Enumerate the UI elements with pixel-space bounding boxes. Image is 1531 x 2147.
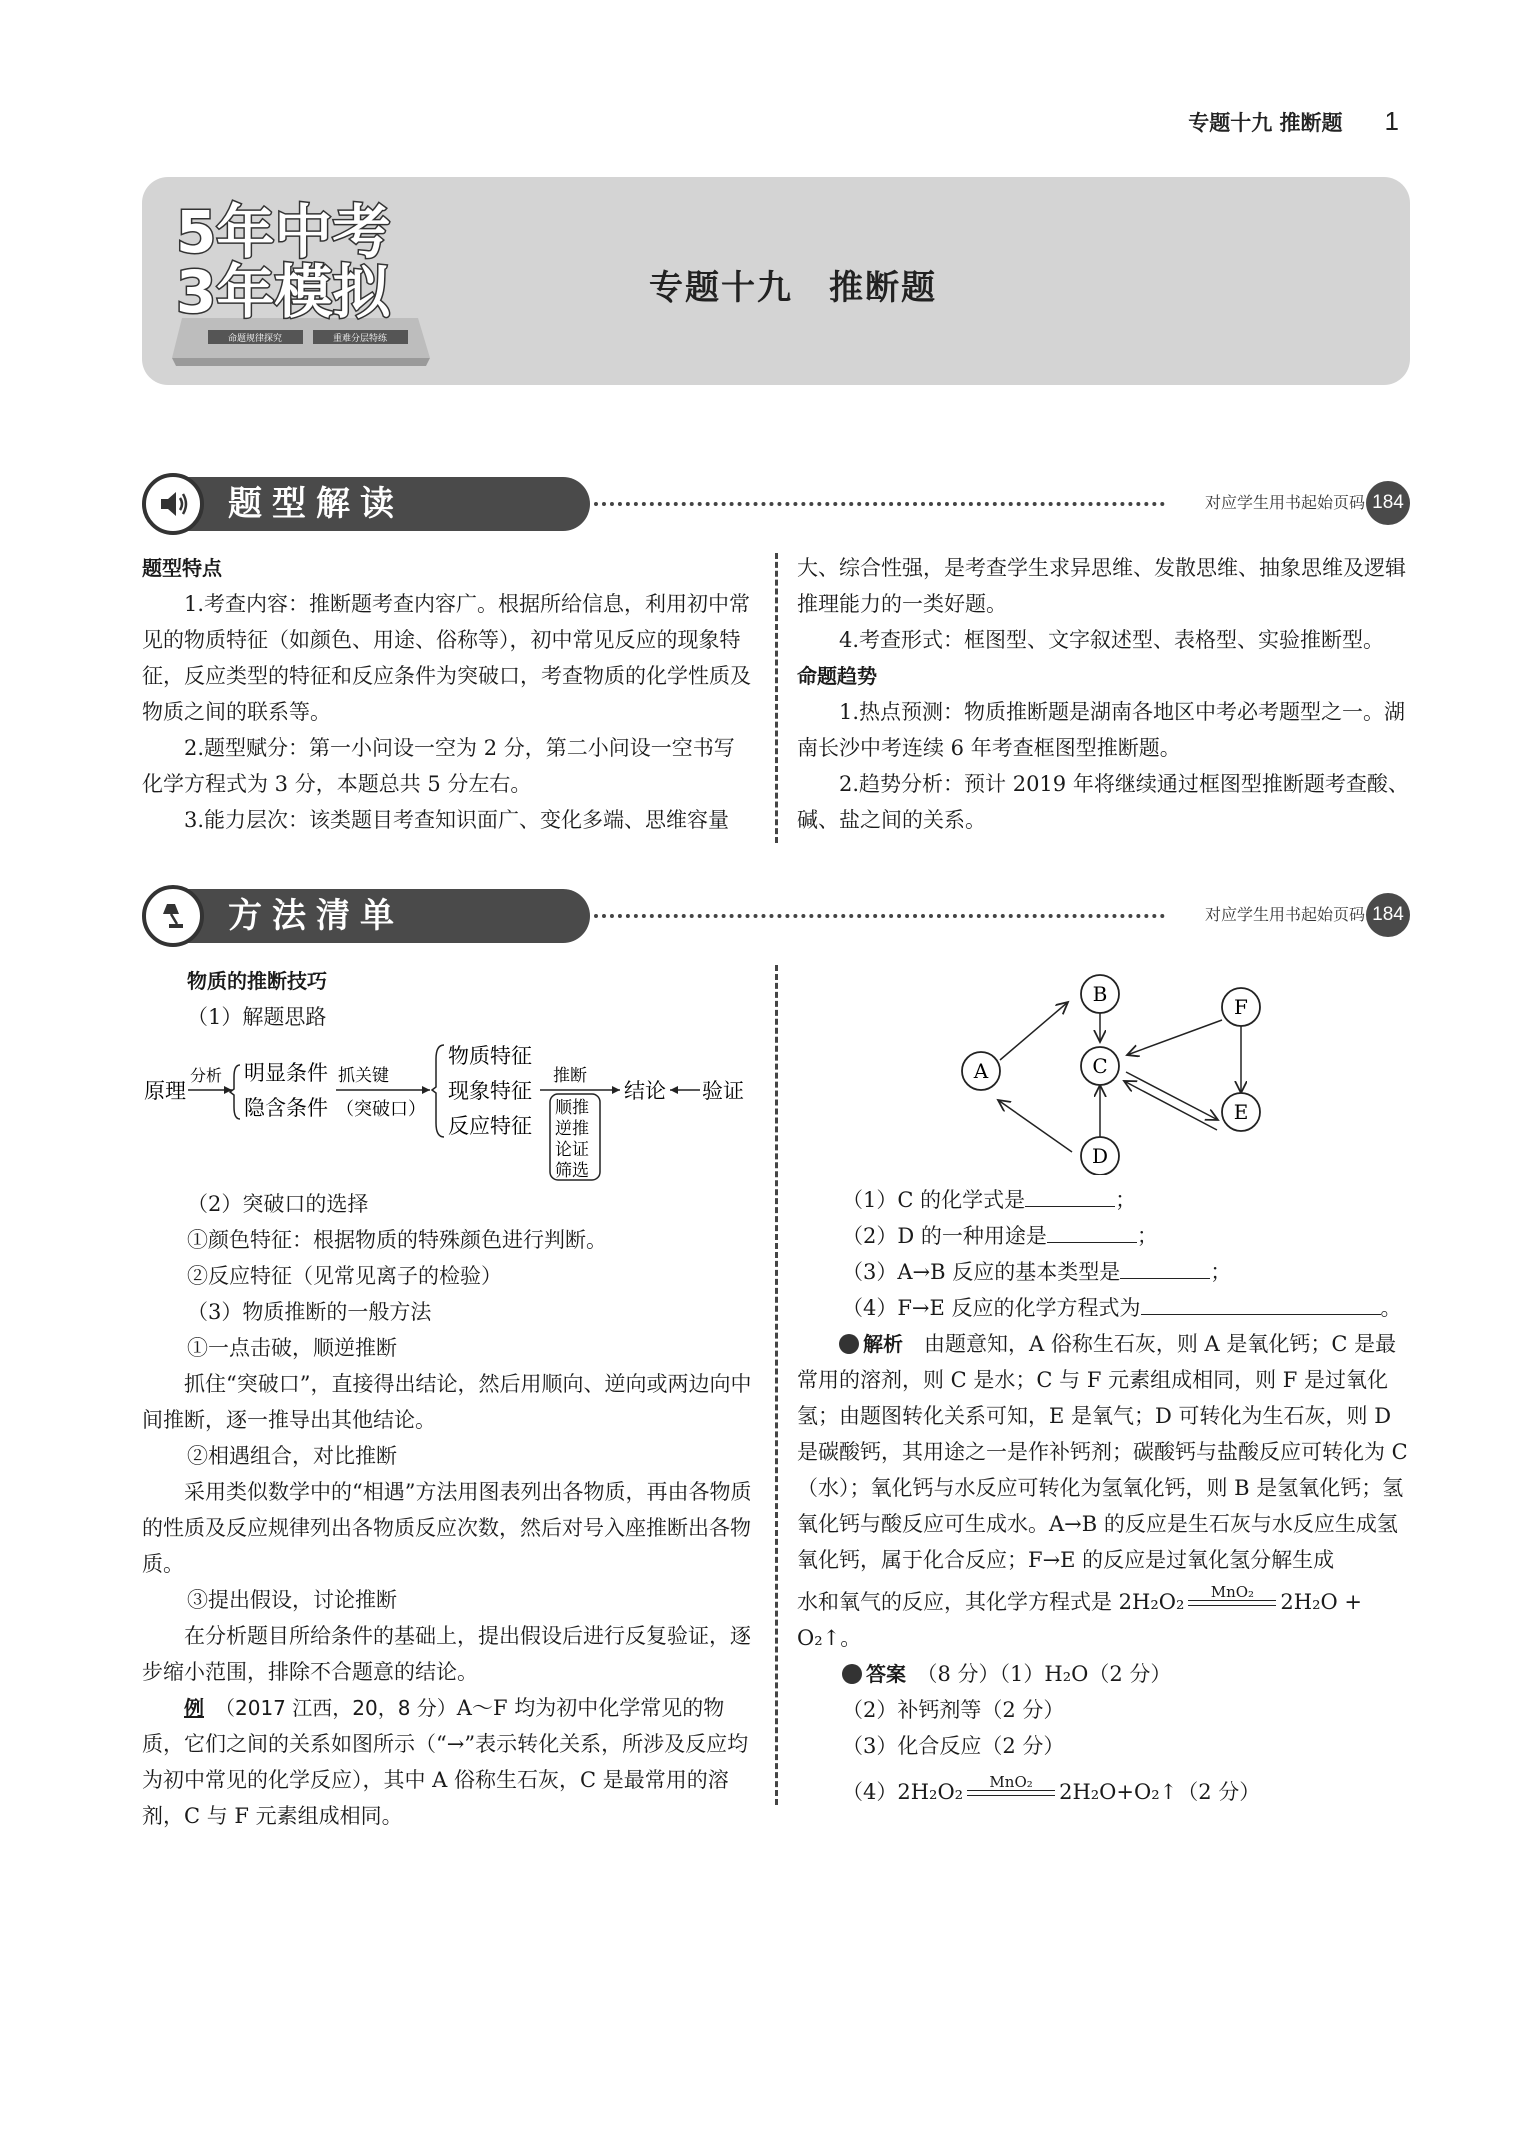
flow-jielun: 结论 — [624, 1079, 666, 1103]
speaker-icon — [142, 473, 204, 535]
subheading: 物质的推断技巧 — [187, 969, 327, 993]
answer-blank — [1025, 1182, 1115, 1207]
daan-label: 答案 — [866, 1662, 906, 1686]
flow-fenxi: 分析 — [190, 1066, 223, 1085]
flow-m1: 顺推 — [555, 1098, 589, 1118]
section-header-fangfa — [142, 885, 1410, 947]
section2-left-column — [142, 963, 754, 1035]
node-E — [1222, 1093, 1260, 1131]
example-source: （2017 江西，20，8 分） — [225, 1696, 457, 1720]
paragraph: 4.考查形式：框图型、文字叙述型、表格型、实验推断型。 — [839, 628, 1385, 652]
flow-m3: 论证 — [555, 1140, 589, 1160]
jiexi-paragraph — [797, 1326, 1410, 1578]
flow-xianxiang: 现象特征 — [448, 1079, 532, 1103]
flow-yanzheng: 验证 — [702, 1079, 744, 1103]
dotted-rule — [594, 502, 1165, 506]
logo-caption-right: 重难分层特练 — [332, 334, 388, 344]
node-C — [1081, 1047, 1119, 1085]
node-D — [1081, 1137, 1119, 1175]
flow-zhuaguanjian: 抓关键 — [338, 1066, 389, 1086]
node-A — [962, 1052, 1000, 1090]
flow-mingxian: 明显条件 — [244, 1061, 328, 1085]
dotted-rule — [594, 914, 1165, 918]
conversion-diagram — [950, 960, 1280, 1175]
svg-text:B: B — [1092, 982, 1108, 1006]
flow-yuanli: 原理 — [144, 1079, 186, 1103]
flow-fanying: 反应特征 — [448, 1114, 532, 1138]
method-title: ①一点击破，顺逆推断 — [187, 1336, 397, 1360]
reaction-condition: MnO₂ — [1184, 1594, 1280, 1614]
section-ref-page: 184 — [1366, 893, 1410, 937]
flow-wuzhi: 物质特征 — [448, 1044, 532, 1068]
paragraph: 2.题型赋分：第一小问设一空为 2 分，第二小问设一空书写化学方程式为 3 分，本题总共 5 分左右。 — [142, 736, 735, 796]
section-ref-label: 对应学生用书起始页码 — [1204, 905, 1365, 924]
method-title: ③提出假设，讨论推断 — [187, 1588, 397, 1612]
answer-line-4: （4）2H₂O₂ MnO₂ 2H₂O+O₂↑（2 分） — [842, 1772, 1261, 1804]
section-ref-page: 184 — [1366, 481, 1410, 525]
step-title: （3）物质推断的一般方法 — [187, 1300, 432, 1324]
section-title: 题型解读 — [170, 477, 590, 531]
answer-line: （3）化合反应（2 分） — [842, 1734, 1065, 1758]
paragraph: 抓住“突破口”，直接得出结论，然后用顺向、逆向或两边向中间推断，逐一推导出其他结论。 — [142, 1372, 752, 1432]
node-F — [1222, 988, 1260, 1026]
flow-diagram — [140, 1035, 760, 1185]
analysis-icon — [839, 1334, 859, 1354]
paragraph: 大、综合性强，是考查学生求异思维、发散思维、抽象思维及逻辑推理能力的一类好题。 — [797, 556, 1406, 616]
chapter-title: 专题十九 推断题 — [649, 268, 937, 308]
question-2: （2）D 的一种用途是 ； — [797, 1218, 1410, 1254]
flow-tupokou: （突破口） — [336, 1099, 426, 1120]
flow-yinhan: 隐含条件 — [244, 1096, 328, 1120]
svg-text:A: A — [973, 1059, 989, 1083]
lamp-icon — [142, 885, 204, 947]
jiexi-equation: 水和氧气的反应，其化学方程式是 2H₂O₂ MnO₂ 2H₂O + O₂↑。 — [797, 1582, 1362, 1650]
column-divider — [775, 553, 778, 843]
question-4: （4）F→E 反应的化学方程式为 。 — [797, 1290, 1410, 1326]
answer-line: （2）补钙剂等（2 分） — [842, 1698, 1065, 1722]
svg-text:D: D — [1091, 1144, 1109, 1168]
paragraph: 3.能力层次：该类题目考查知识面广、变化多端、思维容量 — [184, 808, 730, 832]
section-header-tixing — [142, 473, 1410, 535]
svg-text:E: E — [1233, 1100, 1249, 1124]
svg-text:C: C — [1092, 1054, 1108, 1078]
flow-tuiduan: 推断 — [553, 1066, 587, 1086]
question-1: （1）C 的化学式是 ； — [797, 1182, 1410, 1218]
paragraph: 在分析题目所给条件的基础上，提出假设后进行反复验证，逐步缩小范围，排除不合题意的结论。 — [142, 1624, 751, 1684]
running-header — [1188, 106, 1399, 137]
paragraph: ①颜色特征：根据物质的特殊颜色进行判断。 — [187, 1228, 607, 1252]
section-ref-label: 对应学生用书起始页码 — [1204, 493, 1365, 512]
question-3: （3）A→B 反应的基本类型是 ； — [797, 1254, 1410, 1290]
svg-text:F: F — [1234, 995, 1248, 1019]
example-text: A～F 均为初中化学常见的物质，它们之间的关系如图所示（“→”表示转化关系，所涉及反应均为初中常见的化学反应），其中 A 俗称生石灰，C 是最常用的溶剂，C 与 F 元素组成相同。 — [142, 1696, 749, 1828]
paragraph: 1.热点预测：物质推断题是湖南各地区中考必考题型之一。湖南长沙中考连续 6 年考查框图型推断题。 — [797, 700, 1406, 760]
node-B — [1081, 975, 1119, 1013]
section-title: 方法清单 — [170, 889, 590, 943]
answer-icon — [842, 1664, 862, 1684]
answer-blank — [1141, 1290, 1381, 1315]
logo-line2: 3年模拟 — [176, 258, 391, 326]
paragraph: ②反应特征（见常见离子的检验） — [187, 1264, 502, 1288]
section1-right-column — [797, 550, 1410, 838]
step-title: （1）解题思路 — [187, 1005, 327, 1029]
paragraph: 采用类似数学中的“相遇”方法用图表列出各物质，再由各物质的性质及反应规律列出各物质反应次数，然后对号入座推断出各物质。 — [142, 1480, 752, 1576]
paragraph: 2.趋势分析：预计 2019 年将继续通过框图型推断题考查酸、碱、盐之间的关系。 — [797, 772, 1409, 832]
flow-m2: 逆推 — [555, 1119, 589, 1139]
reaction-condition: MnO₂ — [963, 1784, 1059, 1804]
subheading: 题型特点 — [142, 556, 222, 580]
section2-right-column — [797, 1182, 1410, 1810]
example — [142, 1690, 754, 1834]
subheading: 命题趋势 — [797, 664, 877, 688]
logo-line1: 5年中考 — [176, 198, 391, 266]
page-number: 1 — [1384, 106, 1399, 136]
answer-blank — [1047, 1218, 1137, 1243]
method-title: ②相遇组合，对比推断 — [187, 1444, 397, 1468]
running-title: 专题十九 推断题 — [1188, 111, 1343, 135]
jiexi-label: 解析 — [863, 1332, 903, 1356]
example-label: 例 — [184, 1696, 204, 1720]
logo-caption-left: 命题规律探究 — [227, 334, 283, 344]
jiexi-text: 由题意知，A 俗称生石灰，则 A 是氧化钙；C 是最常用的溶剂，则 C 是水；C 与 F 元素组成相同，则 F 是过氧化氢；由题图转化关系可知，E 是氧气；D 可转化为生石灰，则 D 是碳酸钙，其用途之一是作补钙剂；碳酸钙与盐酸反应可转化为 C（水）；氧化钙与水反应可转化为氢氧化钙，则 B 是氢氧化钙；氢氧化钙与酸反应可生成水。A→B 的反应是生石灰与水反应生成氢氧化钙，属于化合反应；F→E 的反应是过氧化氢分解生成 — [797, 1332, 1408, 1572]
section2-left-column-cont — [142, 1186, 754, 1834]
column-divider — [775, 965, 778, 1805]
step-title: （2）突破口的选择 — [187, 1192, 369, 1216]
section1-left-column — [142, 550, 752, 838]
answer-line: 答案 （8 分）（1）H₂O（2 分） — [797, 1656, 1410, 1692]
answer-blank — [1120, 1254, 1210, 1279]
flow-m4: 筛选 — [555, 1161, 589, 1181]
paragraph: 1.考查内容：推断题考查内容广。根据所给信息，利用初中常见的物质特征（如颜色、用途、俗称等），初中常见反应的现象特征，反应类型的特征和反应条件为突破口，考查物质的化学性质及物质之间的联系等。 — [142, 592, 751, 724]
